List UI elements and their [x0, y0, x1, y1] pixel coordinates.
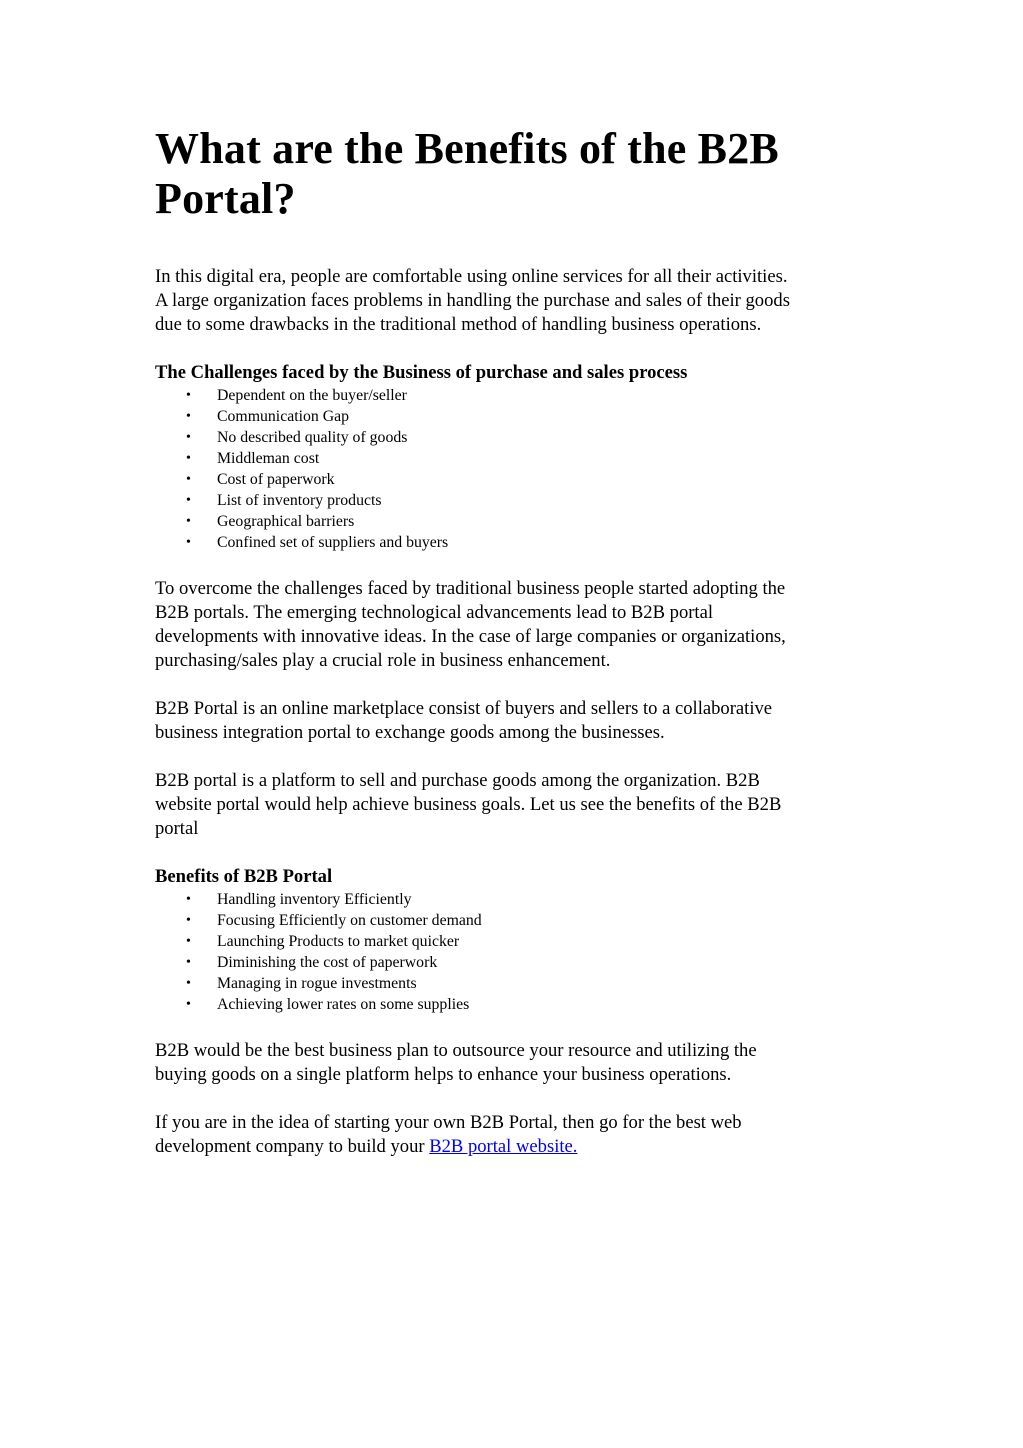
list-item-text: Geographical barriers — [217, 513, 355, 530]
list-item — [155, 910, 875, 931]
best-plan-paragraph — [155, 1039, 875, 1087]
bullet-icon: • — [186, 913, 191, 928]
paragraph-line: developments with innovative ideas. In the case of large companies or organizations, — [155, 626, 786, 647]
bullet-icon: • — [186, 535, 191, 550]
bullet-icon: • — [186, 430, 191, 445]
list-item-text: Communication Gap — [217, 408, 350, 425]
paragraph-line: website portal would help achieve business goals. Let us see the benefits of the B2B — [155, 794, 782, 815]
bullet-icon: • — [186, 451, 191, 466]
document-page — [155, 124, 875, 1159]
paragraph-line: B2B would be the best business plan to outsource your resource and utilizing the — [155, 1040, 757, 1061]
list-item-text: Handling inventory Efficiently — [217, 891, 412, 908]
paragraph-line: If you are in the idea of starting your own B2B Portal, then go for the best web — [155, 1112, 742, 1133]
bullet-icon: • — [186, 997, 191, 1012]
bullet-icon: • — [186, 934, 191, 949]
list-item-text: Achieving lower rates on some supplies — [217, 996, 470, 1013]
overcome-paragraph — [155, 577, 875, 673]
bullet-icon: • — [186, 493, 191, 508]
paragraph-line: purchasing/sales play a crucial role in business enhancement. — [155, 650, 611, 671]
paragraph-line: To overcome the challenges faced by traditional business people started adopting the — [155, 578, 786, 599]
page-title — [155, 124, 875, 224]
paragraph-line: B2B portal is a platform to sell and purchase goods among the organization. B2B — [155, 770, 760, 791]
benefits-heading: Benefits of B2B Portal — [155, 866, 333, 887]
list-item — [155, 490, 875, 511]
bullet-icon: • — [186, 514, 191, 529]
list-item-text: No described quality of goods — [217, 429, 408, 446]
list-item — [155, 952, 875, 973]
list-item-text: Confined set of suppliers and buyers — [217, 534, 449, 551]
intro-line: due to some drawbacks in the traditional method of handling business operations. — [155, 314, 762, 335]
list-item — [155, 973, 875, 994]
bullet-icon: • — [186, 409, 191, 424]
paragraph-line: buying goods on a single platform helps to enhance your business operations. — [155, 1064, 732, 1085]
paragraph-line: B2B portals. The emerging technological advancements lead to B2B portal — [155, 602, 714, 623]
paragraph-line: development company to build your — [155, 1136, 430, 1157]
platform-paragraph — [155, 769, 875, 841]
list-item — [155, 931, 875, 952]
intro-line: A large organization faces problems in handling the purchase and sales of their goods — [155, 290, 790, 311]
challenges-heading: The Challenges faced by the Business of purchase and sales process — [155, 362, 688, 383]
list-item — [155, 469, 875, 490]
list-item-text: Launching Products to market quicker — [217, 933, 460, 950]
list-item-text: Managing in rogue investments — [217, 975, 417, 992]
marketplace-paragraph — [155, 697, 875, 745]
page-title-text: What are the Benefits of the B2B Portal? — [155, 124, 779, 223]
challenges-list — [155, 385, 875, 553]
list-item-text: Diminishing the cost of paperwork — [217, 954, 438, 971]
bullet-icon: • — [186, 955, 191, 970]
paragraph-line: business integration portal to exchange goods among the businesses. — [155, 722, 665, 743]
list-item-text: List of inventory products — [217, 492, 382, 509]
benefits-list — [155, 889, 875, 1015]
list-item-text: Focusing Efficiently on customer demand — [217, 912, 482, 929]
intro-paragraph — [155, 265, 875, 337]
list-item — [155, 994, 875, 1015]
list-item — [155, 889, 875, 910]
paragraph-line: B2B Portal is an online marketplace consist of buyers and sellers to a collaborative — [155, 698, 773, 719]
paragraph-line: portal — [155, 818, 199, 839]
list-item — [155, 532, 875, 553]
list-item — [155, 385, 875, 406]
list-item — [155, 406, 875, 427]
bullet-icon: • — [186, 472, 191, 487]
intro-line: In this digital era, people are comfortable using online services for all their activities. — [155, 266, 788, 287]
list-item — [155, 448, 875, 469]
list-item-text: Middleman cost — [217, 450, 320, 467]
b2b-portal-website-link[interactable]: B2B portal website. — [429, 1136, 578, 1157]
bullet-icon: • — [186, 892, 191, 907]
list-item-text: Dependent on the buyer/seller — [217, 387, 407, 404]
final-paragraph — [155, 1111, 875, 1159]
bullet-icon: • — [186, 976, 191, 991]
list-item — [155, 511, 875, 532]
list-item-text: Cost of paperwork — [217, 471, 335, 488]
list-item — [155, 427, 875, 448]
bullet-icon: • — [186, 388, 191, 403]
